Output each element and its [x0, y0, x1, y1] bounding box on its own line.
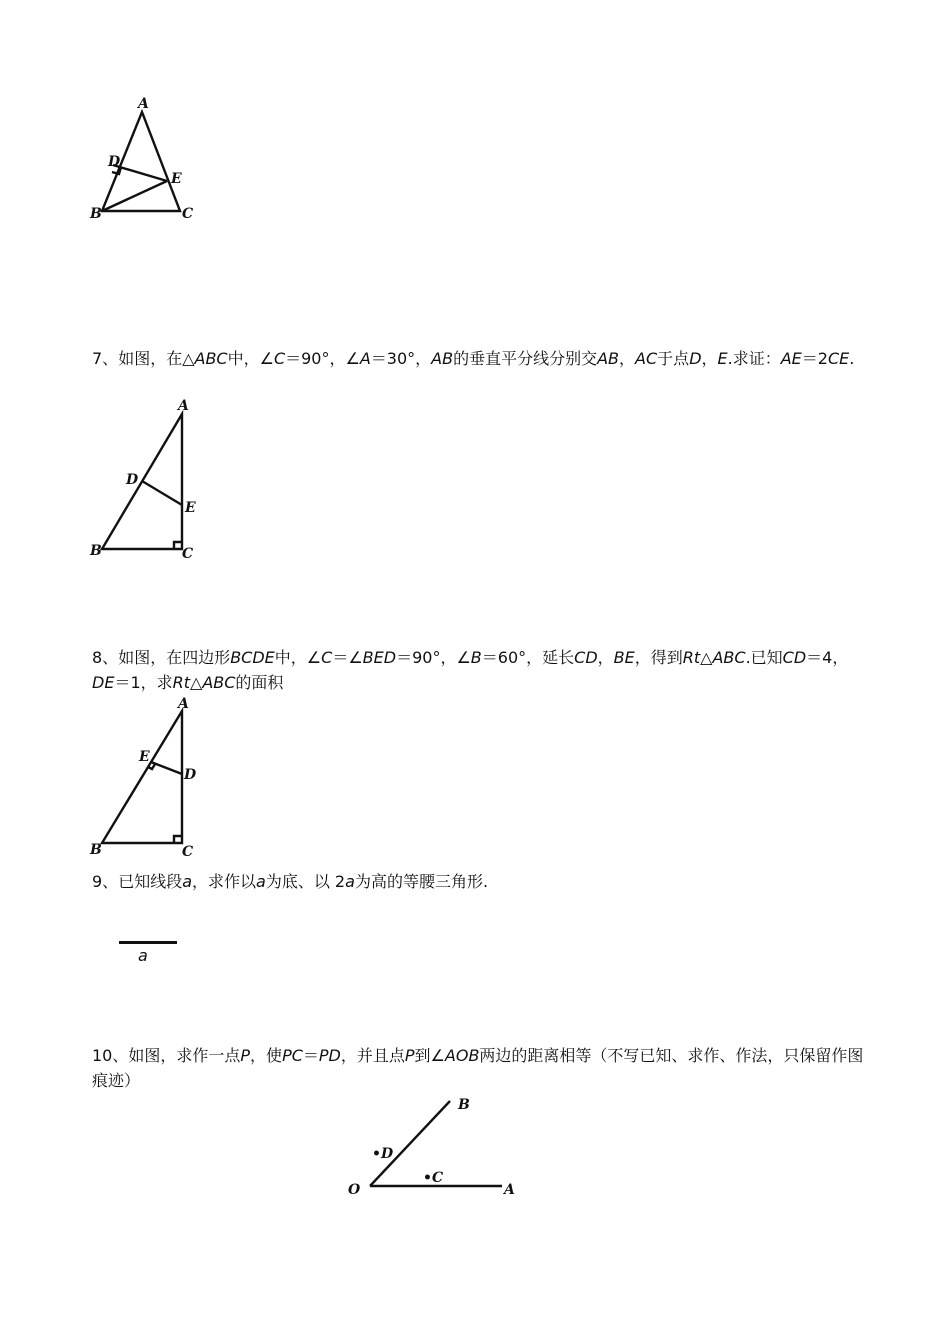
segment-ed: [151, 762, 182, 774]
label-c: C: [182, 546, 194, 562]
label-a: A: [504, 1182, 515, 1198]
segment-de: [142, 481, 182, 505]
label-d: D: [108, 154, 121, 170]
label-e: E: [185, 500, 196, 516]
figure-q8-triangle: [85, 694, 215, 862]
question-8-text: 8、如图，在四边形BCDE中，∠C＝∠BED＝90°，∠B＝60°，延长CD，BE，得到Rt△ABC.已知CD＝4，DE＝1，求Rt△ABC的面积: [92, 648, 849, 692]
question-10-text: 10、如图，求作一点P，使PC＝PD，并且点P到∠AOB两边的距离相等（不写已知、求作、作法，只保留作图痕迹）: [92, 1046, 864, 1090]
label-c: C: [182, 206, 194, 222]
label-b: B: [90, 543, 102, 559]
label-e: E: [139, 749, 150, 765]
segment-a-line: [119, 941, 177, 944]
label-c: C: [182, 844, 194, 860]
figure-q7-triangle: [85, 394, 215, 566]
label-a: A: [178, 696, 189, 712]
point-c: •C: [423, 1170, 444, 1186]
figure-q10-angle: [340, 1090, 530, 1205]
figure-q6-triangle: [85, 92, 205, 227]
label-b: B: [90, 842, 102, 858]
label-e: E: [171, 171, 182, 187]
label-d: D: [126, 472, 139, 488]
label-b: B: [458, 1097, 470, 1113]
label-d: D: [184, 767, 197, 783]
label-a: A: [178, 398, 189, 414]
question-7-text: 7、如图，在△ABC中，∠C＝90°，∠A＝30°，AB的垂直平分线分别交AB，AC于点D，E.求证：AE＝2CE.: [92, 349, 855, 368]
label-b: B: [90, 206, 102, 222]
label-a: A: [138, 96, 149, 112]
question-9-text: 9、已知线段a，求作以a为底、以 2a为高的等腰三角形.: [92, 872, 489, 891]
triangle-abc: [102, 711, 182, 843]
segment-a-label: a: [138, 946, 148, 965]
point-d: •D: [372, 1146, 394, 1162]
label-o: O: [348, 1182, 361, 1198]
